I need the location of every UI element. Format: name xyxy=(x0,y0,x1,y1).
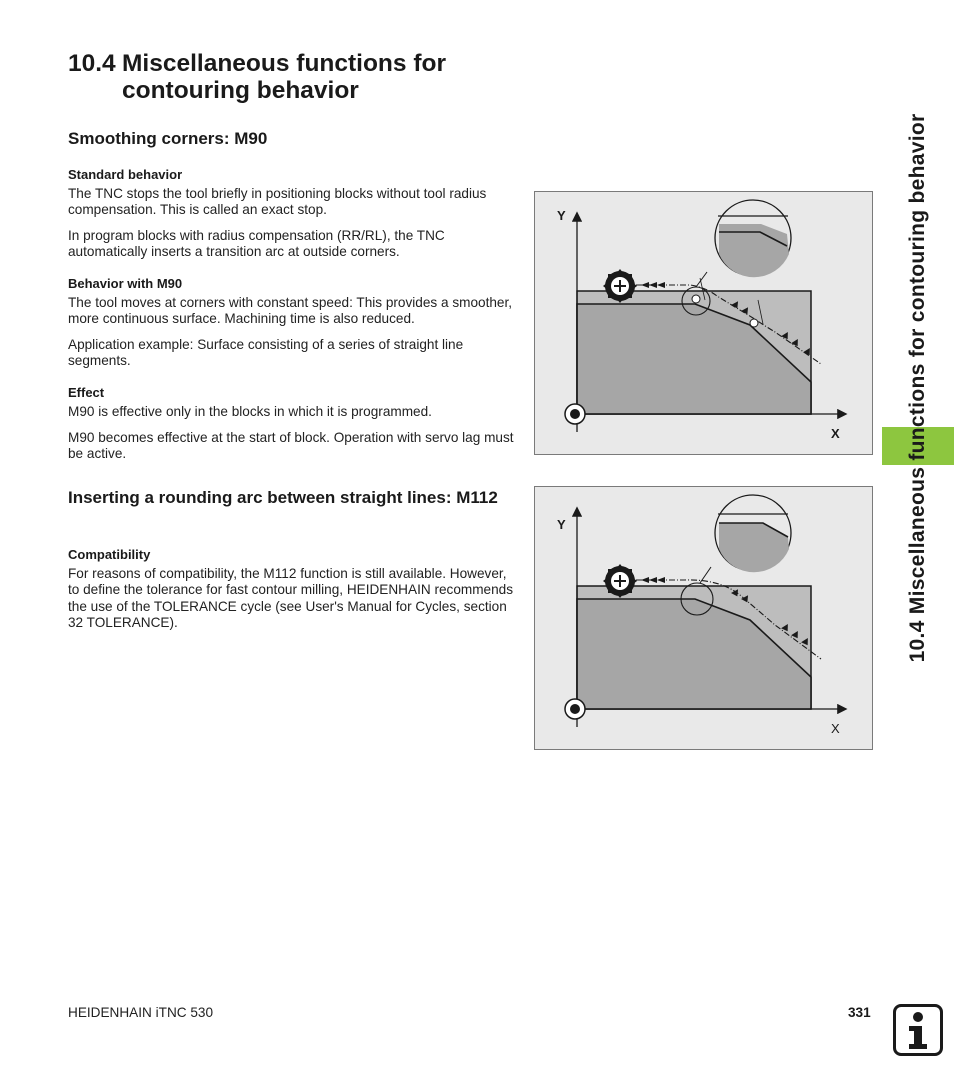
figure-m112-drawing xyxy=(535,487,872,749)
corner-point-1 xyxy=(692,295,700,303)
detail-magnifier xyxy=(700,495,791,583)
effect-heading: Effect xyxy=(68,385,105,400)
milling-cutter-icon xyxy=(603,564,637,598)
figure-m90-drawing xyxy=(535,192,872,454)
compatibility-paragraph: For reasons of compatibility, the M112 function is still available. However, to define the tolerance for fast contour milling, HEIDENHAIN recommends the use of the TOLERANCE cycle (see User's Manual for Cycles, section 32 TOLERANCE). xyxy=(68,566,514,631)
origin-marker-icon xyxy=(565,699,585,719)
figure-m112-rounding-arc xyxy=(534,486,873,750)
standard-behavior-paragraph-2: In program blocks with radius compensation (RR/RL), the TNC automatically inserts a transition arc at outside corners. xyxy=(68,228,445,260)
page-number: 331 xyxy=(848,1005,871,1020)
y-axis-label: Y xyxy=(557,208,566,223)
x-axis-label: X xyxy=(831,721,840,736)
origin-marker-icon xyxy=(565,404,585,424)
side-chapter-title: 10.4 Miscellaneous functions for contouring behavior xyxy=(906,113,929,663)
figure-m90-smoothing xyxy=(534,191,873,455)
section-title-line1: Miscellaneous functions for xyxy=(122,50,446,77)
footer-product-name: HEIDENHAIN iTNC 530 xyxy=(68,1005,214,1020)
x-axis-label: X xyxy=(831,426,840,441)
section-title xyxy=(68,50,528,104)
behavior-m90-paragraph-2: Application example: Surface consisting of a series of straight line segments. xyxy=(68,337,464,369)
m112-heading: Inserting a rounding arc between straight lines: M112 xyxy=(68,488,498,507)
effect-paragraph-2: M90 becomes effective at the start of block. Operation with servo lag must be active. xyxy=(68,430,514,462)
standard-behavior-paragraph-1: The TNC stops the tool briefly in positioning blocks without tool radius compensation. This is called an exact stop. xyxy=(68,186,487,218)
detail-magnifier xyxy=(696,200,791,287)
standard-behavior-heading: Standard behavior xyxy=(68,167,183,182)
compatibility-heading: Compatibility xyxy=(68,547,151,562)
corner-point-2 xyxy=(750,319,758,327)
info-icon xyxy=(893,1004,943,1056)
section-title-line2: contouring behavior xyxy=(122,77,359,104)
m90-heading: Smoothing corners: M90 xyxy=(68,129,268,148)
section-number: 10.4 xyxy=(68,50,116,77)
behavior-m90-heading: Behavior with M90 xyxy=(68,276,183,291)
effect-paragraph-1: M90 is effective only in the blocks in which it is programmed. xyxy=(68,404,432,419)
behavior-m90-paragraph-1: The tool moves at corners with constant speed: This provides a smoother, more continuous surface. Machining time is also reduced. xyxy=(68,295,513,327)
milling-cutter-icon xyxy=(603,269,637,303)
y-axis-label: Y xyxy=(557,517,566,532)
